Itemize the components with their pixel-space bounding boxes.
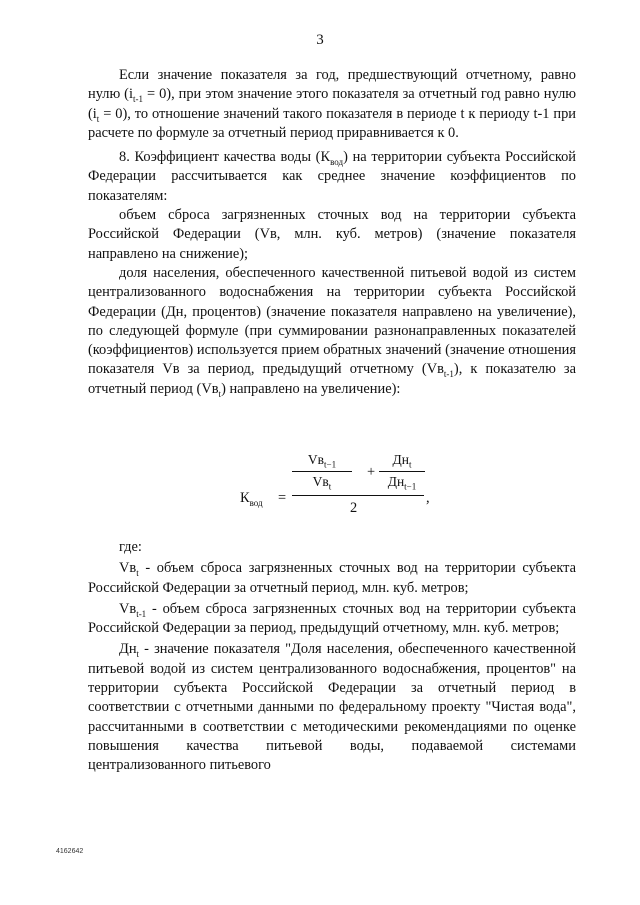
paragraph-water-quality: 8. Коэффициент качества воды $(К_{вод})$ на территории субъекта Российской Федерации рассчитывается как среднее значение коэффициентов по показателям:	[88, 149, 576, 204]
paragraph-wastewater: объем сброса загрязненных сточных вод на территории субъекта Российской Федерации (Vв, млн. куб. метров) (значение показателя направлено на снижение);	[88, 207, 576, 262]
definition-vv-t: $Vв_t$ - объем сброса загрязненных сточных вод на территории субъекта Российской Федерации за отчетный период, млн. куб. метров;	[88, 560, 576, 596]
body-top	[88, 66, 576, 399]
formula-main-bar	[292, 495, 424, 496]
paragraph-zero-rule: Если значение показателя за год, предшествующий отчетному, равно нулю $(i_{t-1} = 0)$, при этом значение этого показателя за отчетный год равно нулю $(i_t = 0)$, то отношение значений такого показателя в периоде t к периоду t-1 при расчете по формуле за отчетный период приравнивается к 0.	[88, 67, 576, 141]
formula-k-vod	[240, 452, 440, 522]
body-bottom	[88, 538, 576, 776]
page-number: 3	[316, 32, 324, 48]
definition-dn-t: $Дн_t$ - значение показателя "Доля населения, обеспеченного качественной питьевой водой из систем централизованного водоснабжения, процентов" на территории субъекта Российской Федерации за отчетный период в соответствии с отчетными данными по федеральному проекту "Чистая вода", рассчитанными в соответствии с методическими рекомендациями по оценке повышения качества питьевой воды, подаваемой системами централизованного питьевого	[88, 641, 576, 774]
document-id: 4162642	[56, 848, 84, 855]
paragraph-population-share: доля населения, обеспеченного качественной питьевой водой из систем централизованного водоснабжения на территории субъекта Российской Федерации (Дн, процентов) (значение показателя направлено на увеличение), по следующей формуле (при суммировании разнонаправленных показателей (коэффициентов) используется прием обратных значений (значение отношения показателя Vв за период, предыдущий отчетному $(Vв_{t-1})$, к показателю за отчетный период $(Vв_t)$ направлено на увеличение):	[88, 264, 576, 399]
where-label: где:	[119, 539, 142, 555]
formula-plus: +	[367, 464, 376, 480]
formula-lhs: $К_{вод}$	[240, 490, 263, 508]
formula-equals: =	[278, 490, 287, 506]
definition-vv-t-1: $Vв_{t-1}$ - объем сброса загрязненных сточных вод на территории субъекта Российской Федерации за период, предыдущий отчетному, млн. куб. метров;	[88, 600, 576, 637]
formula-denominator: 2	[350, 500, 358, 516]
formula-comma: ,	[426, 490, 430, 506]
fraction-vv: $Vв_{t-1}$ $Vв_t$	[292, 452, 352, 494]
fraction-dn: $Дн_t$ $Дн_{t-1}$	[379, 452, 425, 494]
